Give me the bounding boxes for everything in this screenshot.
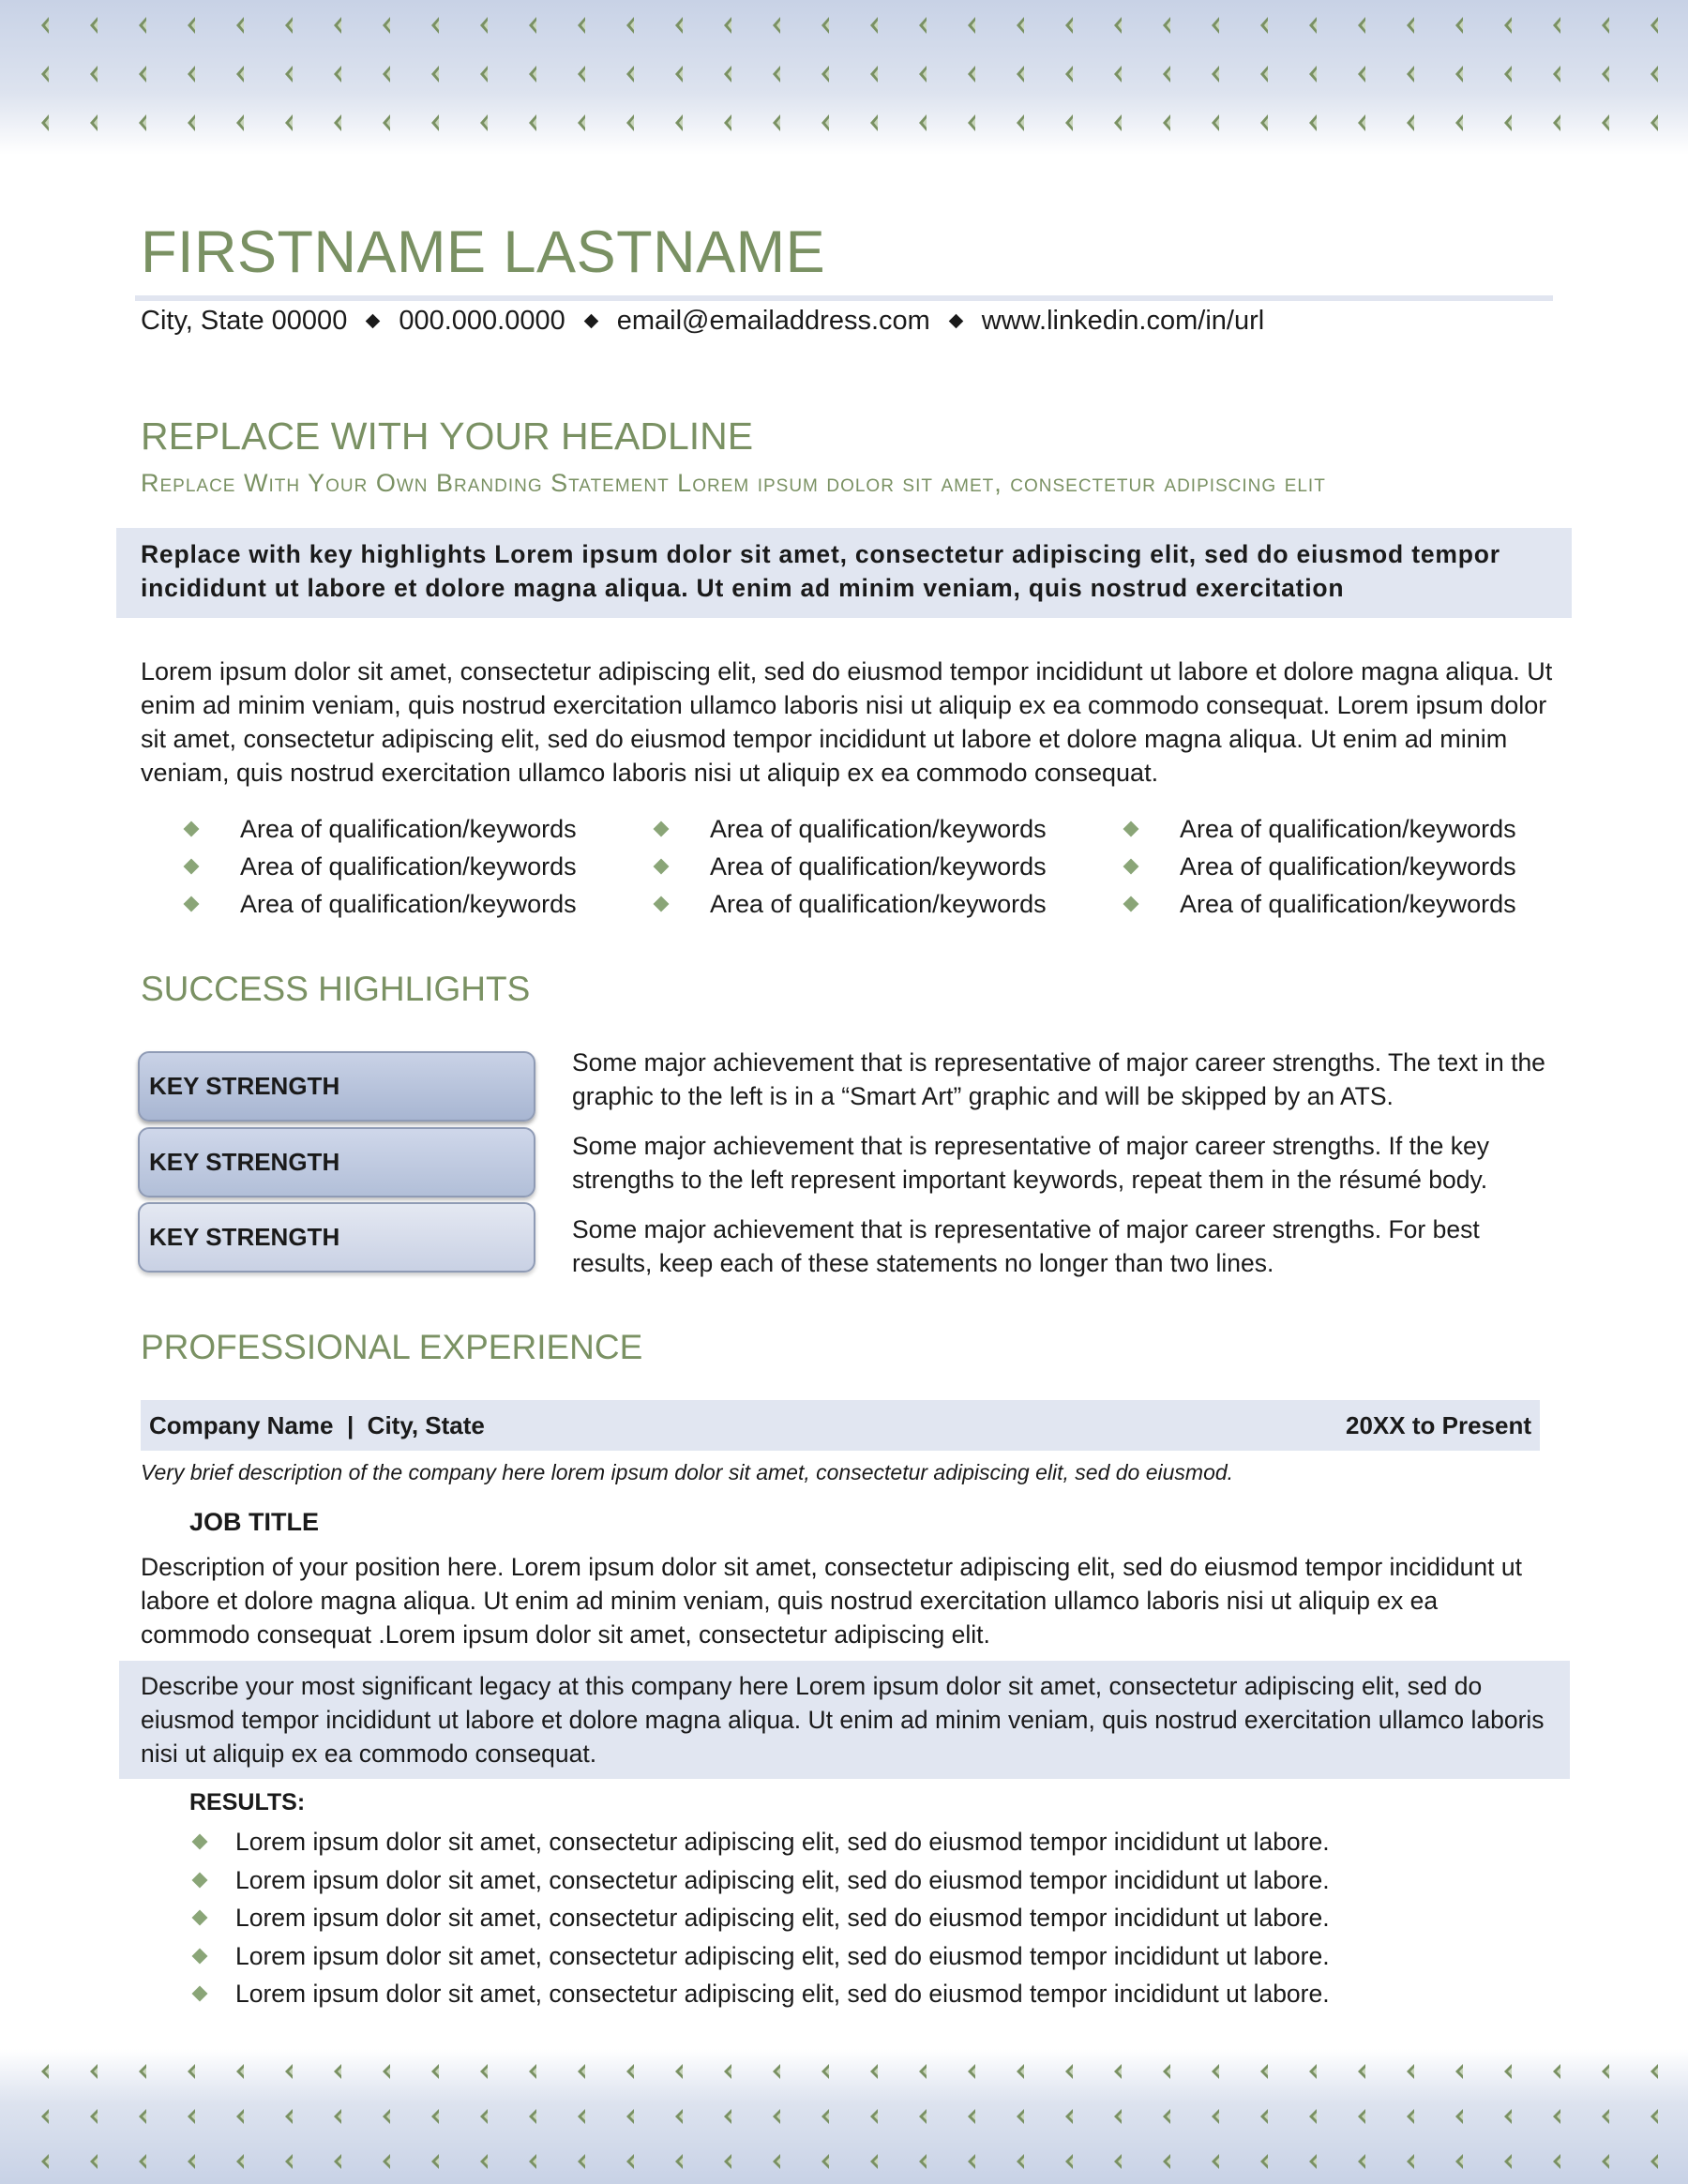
top-decorative-band bbox=[0, 0, 1688, 155]
result-text: Lorem ipsum dolor sit amet, consectetur adipiscing elit, sed do eiusmod tempor incididunt ut labore. bbox=[235, 1904, 1330, 1933]
qualification-text: Area of qualification/keywords bbox=[1180, 852, 1516, 881]
list-item bbox=[1121, 810, 1516, 848]
qualification-text: Area of qualification/keywords bbox=[240, 815, 577, 843]
diamond-bullet-icon bbox=[184, 859, 200, 875]
list-item bbox=[651, 810, 1047, 848]
qualification-text: Area of qualification/keywords bbox=[1180, 890, 1516, 918]
diamond-bullet-icon bbox=[654, 896, 670, 912]
key-strength-label: KEY STRENGTH bbox=[149, 1148, 340, 1176]
result-text: Lorem ipsum dolor sit amet, consectetur adipiscing elit, sed do eiusmod tempor incididunt ut labore. bbox=[235, 1980, 1330, 2009]
list-item bbox=[181, 810, 577, 848]
diamond-bullet-icon bbox=[192, 1834, 208, 1850]
qualification-text: Area of qualification/keywords bbox=[1180, 815, 1516, 843]
results-list bbox=[189, 1823, 1330, 2013]
contact-email[interactable]: email@emailaddress.com bbox=[616, 306, 930, 336]
result-text: Lorem ipsum dolor sit amet, consectetur adipiscing elit, sed do eiusmod tempor incididunt ut labore. bbox=[235, 1865, 1330, 1894]
headline-title: REPLACE WITH YOUR HEADLINE bbox=[141, 414, 754, 458]
qualification-text: Area of qualification/keywords bbox=[710, 890, 1047, 918]
success-highlights-heading: SUCCESS HIGHLIGHTS bbox=[141, 970, 531, 1008]
diamond-icon bbox=[366, 314, 381, 329]
diamond-bullet-icon bbox=[192, 1986, 208, 2002]
bottom-decorative-band bbox=[0, 2049, 1688, 2184]
contact-phone: 000.000.0000 bbox=[399, 306, 565, 336]
key-strength-box bbox=[138, 1202, 535, 1273]
key-strength-label: KEY STRENGTH bbox=[149, 1223, 340, 1251]
name-divider bbox=[135, 295, 1553, 301]
list-item bbox=[181, 885, 577, 923]
diamond-bullet-icon bbox=[1123, 859, 1139, 875]
qualification-text: Area of qualification/keywords bbox=[240, 852, 577, 881]
list-item bbox=[189, 1823, 1330, 1861]
achievement-2: Some major achievement that is representative of major career strengths. If the key strengths to the left represent important keywords, repeat them in the résumé body. bbox=[572, 1132, 1490, 1194]
diamond-bullet-icon bbox=[654, 821, 670, 837]
contact-location: City, State 00000 bbox=[141, 306, 348, 336]
list-item bbox=[651, 848, 1047, 885]
qualifications-column-2 bbox=[651, 810, 1047, 923]
achievement-3: Some major achievement that is representative of major career strengths. For best results, keep each of these statements no longer than two lines. bbox=[572, 1215, 1480, 1277]
diamond-bullet-icon bbox=[1123, 821, 1139, 837]
qualification-text: Area of qualification/keywords bbox=[710, 815, 1047, 843]
key-highlights-text: Replace with key highlights Lorem ipsum dolor sit amet, consectetur adipiscing elit, sed do eiusmod tempor incididunt ut labore et dolore magna aliqua. Ut enim ad minim veniam, quis nostrud exercitation bbox=[141, 540, 1500, 602]
company-description: Very brief description of the company here lorem ipsum dolor sit amet, consectetur adipiscing elit, sed do eiusmod. bbox=[141, 1460, 1234, 1484]
list-item bbox=[189, 1861, 1330, 1900]
list-item bbox=[189, 1899, 1330, 1937]
diamond-bullet-icon bbox=[654, 859, 670, 875]
diamond-bullet-icon bbox=[192, 1910, 208, 1926]
list-item bbox=[189, 1975, 1330, 2013]
qualification-text: Area of qualification/keywords bbox=[240, 890, 577, 918]
results-label: RESULTS: bbox=[189, 1789, 306, 1815]
diamond-bullet-icon bbox=[192, 1948, 208, 1964]
qualification-text: Area of qualification/keywords bbox=[710, 852, 1047, 881]
diamond-pattern-bottom bbox=[0, 2049, 1688, 2184]
achievement-1: Some major achievement that is representative of major career strengths. The text in the graphic to the left is in a “Smart Art” graphic and will be skipped by an ATS. bbox=[572, 1048, 1545, 1110]
qualifications-column-1 bbox=[181, 810, 577, 923]
diamond-bullet-icon bbox=[1123, 896, 1139, 912]
key-strength-box bbox=[138, 1127, 535, 1197]
diamond-bullet-icon bbox=[192, 1872, 208, 1888]
key-strength-box bbox=[138, 1051, 535, 1122]
diamond-bullet-icon bbox=[184, 896, 200, 912]
list-item bbox=[651, 885, 1047, 923]
diamond-icon bbox=[583, 314, 598, 329]
job-title: JOB TITLE bbox=[189, 1508, 320, 1536]
experience-heading: PROFESSIONAL EXPERIENCE bbox=[141, 1328, 643, 1366]
diamond-bullet-icon bbox=[184, 821, 200, 837]
job-description: Description of your position here. Lorem ipsum dolor sit amet, consectetur adipiscing elit, sed do eiusmod tempor incididunt ut labore et dolore magna aliqua. Ut enim ad minim veniam, quis nostrud exercitation ullamco laboris nisi ut aliquip ex ea commodo consequat .Lorem ipsum dolor sit amet, consectetur adipiscing elit. bbox=[141, 1553, 1522, 1649]
legacy-text: Describe your most significant legacy at this company here Lorem ipsum dolor sit amet, consectetur adipiscing elit, sed do eiusmod tempor incididunt ut labore et dolore magna aliqua. Ut enim ad minim veniam, quis nostrud exercitation ullamco laboris nisi ut aliquip ex ea commodo consequat. bbox=[141, 1672, 1545, 1768]
branding-statement: Replace With Your Own Branding Statement Lorem ipsum dolor sit amet, consectetur adipiscing elit bbox=[141, 469, 1326, 497]
list-item bbox=[189, 1937, 1330, 1976]
diamond-pattern-top bbox=[0, 0, 1688, 155]
candidate-name: FIRSTNAME LASTNAME bbox=[141, 219, 826, 285]
list-item bbox=[1121, 885, 1516, 923]
employment-dates: 20XX to Present bbox=[1346, 1410, 1531, 1439]
summary-paragraph: Lorem ipsum dolor sit amet, consectetur adipiscing elit, sed do eiusmod tempor incididunt ut labore et dolore magna aliqua. Ut enim ad minim veniam, quis nostrud exercitation ullamco laboris nisi ut aliquip ex ea commodo consequat. Lorem ipsum dolor sit amet, consectetur adipiscing elit, sed do eiusmod tempor incididunt ut labore et dolore magna aliqua. Ut enim ad minim veniam, quis nostrud exercitation ullamco laboris nisi ut aliquip ex ea commodo consequat. bbox=[141, 657, 1553, 787]
diamond-icon bbox=[949, 314, 964, 329]
list-item bbox=[181, 848, 577, 885]
company-name: Company Name | City, State bbox=[149, 1410, 485, 1439]
result-text: Lorem ipsum dolor sit amet, consectetur adipiscing elit, sed do eiusmod tempor incididunt ut labore. bbox=[235, 1828, 1330, 1857]
list-item bbox=[1121, 848, 1516, 885]
key-strength-label: KEY STRENGTH bbox=[149, 1072, 340, 1100]
contact-line bbox=[141, 306, 1264, 337]
result-text: Lorem ipsum dolor sit amet, consectetur adipiscing elit, sed do eiusmod tempor incididunt ut labore. bbox=[235, 1941, 1330, 1970]
company-bar bbox=[141, 1400, 1540, 1451]
qualifications-column-3 bbox=[1121, 810, 1516, 923]
contact-linkedin[interactable]: www.linkedin.com/in/url bbox=[981, 306, 1265, 336]
